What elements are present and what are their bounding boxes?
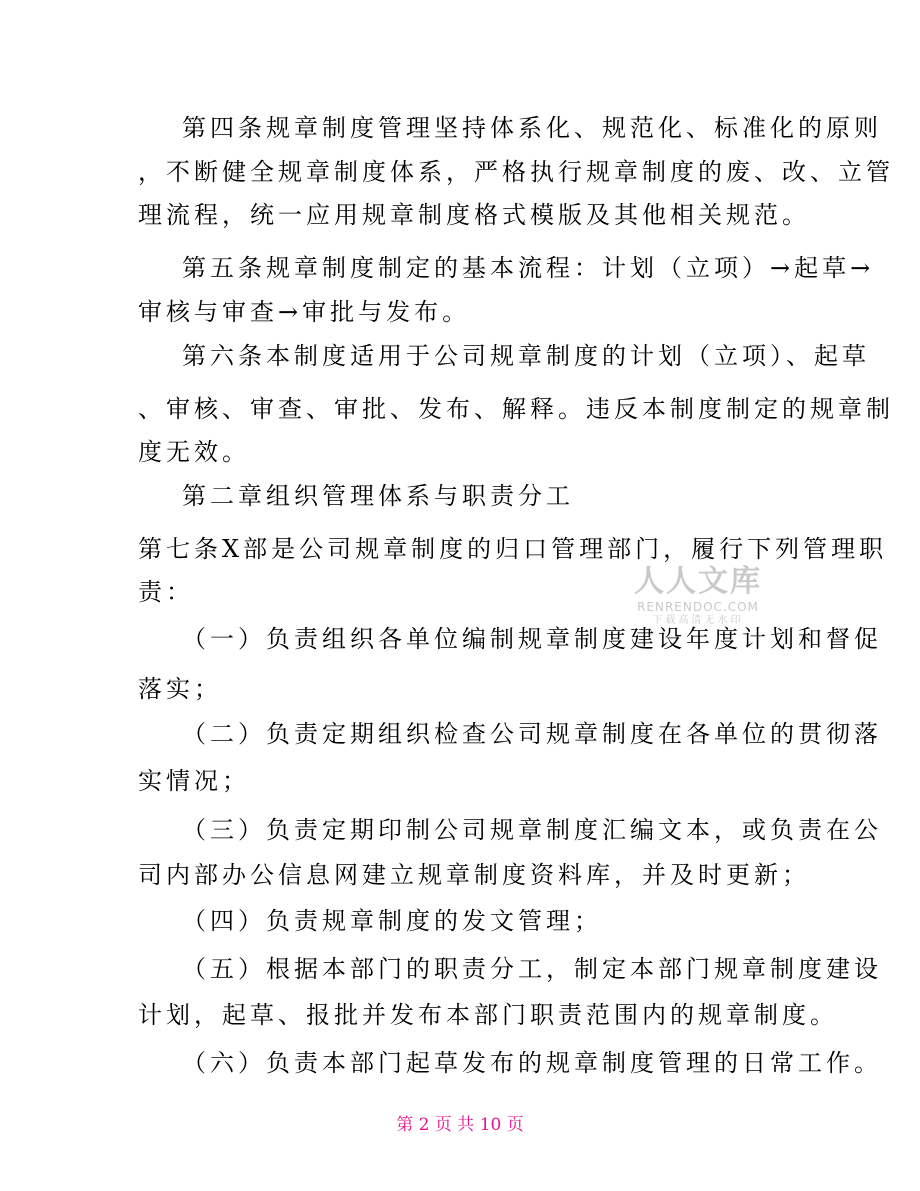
page-number-footer: 第 2 页 共 10 页	[396, 1115, 524, 1135]
text-line: （一）负责组织各单位编制规章制度建设年度计划和督促	[182, 625, 882, 653]
text-line: 第四条规章制度管理坚持体系化、规范化、标准化的原则	[182, 114, 882, 142]
text-line: 度无效。	[138, 438, 250, 466]
text-line: ，不断健全规章制度体系，严格执行规章制度的废、改、立管	[138, 158, 894, 186]
watermark-logo	[618, 565, 778, 627]
text-line: 落实；	[138, 675, 222, 703]
text-line: （五）根据本部门的职责分工，制定本部门规章制度建设	[182, 955, 882, 983]
watermark-title: 人人文库	[634, 564, 762, 599]
text-line: （二）负责定期组织检查公司规章制度在各单位的贯彻落	[182, 720, 882, 748]
text-line: 司内部办公信息网建立规章制度资料库，并及时更新；	[138, 861, 810, 889]
text-line: 审核与审查→审批与发布。	[138, 298, 471, 326]
text-line: （四）负责规章制度的发文管理；	[182, 907, 602, 935]
watermark-subtitle: 下载高清无水印	[652, 615, 744, 626]
section-heading: 第二章组织管理体系与职责分工	[182, 482, 574, 510]
text-line: （六）负责本部门起草发布的规章制度管理的日常工作。	[182, 1049, 882, 1077]
text-line: （三）负责定期印制公司规章制度汇编文本，或负责在公	[182, 816, 882, 844]
text-line: 、审核、审查、审批、发布、解释。违反本制度制定的规章制	[138, 395, 894, 423]
text-line: 责：	[138, 578, 194, 606]
watermark-site: RENRENDOC.COM	[637, 600, 759, 614]
text-line: 第五条规章制度制定的基本流程：计划（立项）→起草→	[182, 254, 875, 282]
text-line: 计划，起草、报批并发布本部门职责范围内的规章制度。	[138, 1001, 838, 1029]
text-line: 实情况；	[138, 767, 250, 795]
text-line: 理流程，统一应用规章制度格式模版及其他相关规范。	[138, 201, 810, 229]
text-line: 第七条X部是公司规章制度的归口管理部门，履行下列管理职	[138, 535, 888, 563]
text-line: 第六条本制度适用于公司规章制度的计划（立项）、起草	[182, 342, 870, 370]
